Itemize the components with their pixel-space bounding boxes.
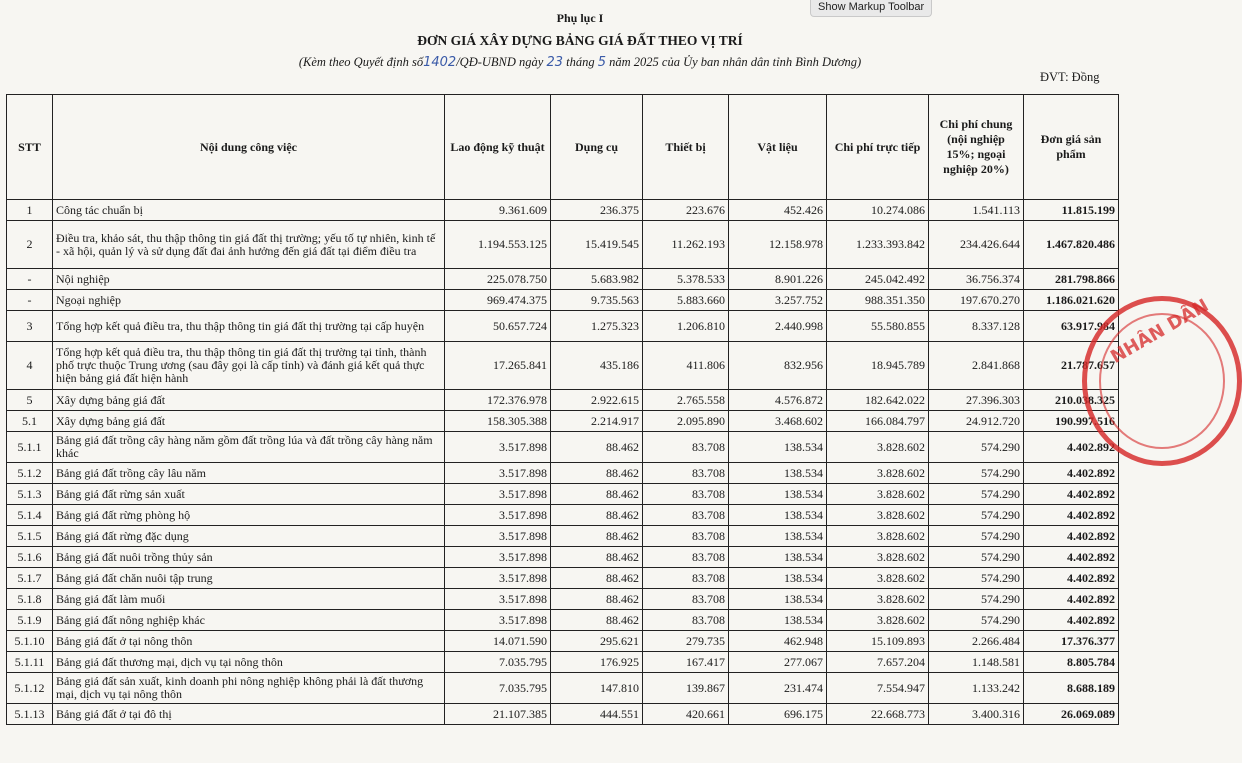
row-stt: - bbox=[7, 290, 53, 311]
row-materials: 138.534 bbox=[729, 547, 827, 568]
row-labor: 3.517.898 bbox=[445, 589, 551, 610]
table-row bbox=[7, 311, 1119, 342]
row-tools: 88.462 bbox=[551, 568, 643, 589]
row-overhead: 3.400.316 bbox=[929, 704, 1024, 725]
row-direct-cost: 55.580.855 bbox=[827, 311, 929, 342]
row-tools: 295.621 bbox=[551, 631, 643, 652]
row-tools: 15.419.545 bbox=[551, 221, 643, 269]
row-equipment: 83.708 bbox=[643, 463, 729, 484]
table-row bbox=[7, 484, 1119, 505]
row-equipment: 420.661 bbox=[643, 704, 729, 725]
row-direct-cost: 1.233.393.842 bbox=[827, 221, 929, 269]
row-content: Công tác chuẩn bị bbox=[53, 200, 445, 221]
row-labor: 158.305.388 bbox=[445, 411, 551, 432]
row-tools: 1.275.323 bbox=[551, 311, 643, 342]
row-overhead: 574.290 bbox=[929, 589, 1024, 610]
row-materials: 138.534 bbox=[729, 463, 827, 484]
row-stt: 5 bbox=[7, 390, 53, 411]
row-stt: 5.1 bbox=[7, 411, 53, 432]
row-unit-price: 21.787.657 bbox=[1024, 342, 1119, 390]
header-overhead: Chi phí chung (nội nghiệp 15%; ngoại nghiệp 20%) bbox=[929, 95, 1024, 200]
subtitle-part1: (Kèm theo Quyết định số bbox=[298, 55, 424, 69]
row-labor: 3.517.898 bbox=[445, 505, 551, 526]
row-stt: 5.1.2 bbox=[7, 463, 53, 484]
row-labor: 225.078.750 bbox=[445, 269, 551, 290]
header-stt: STT bbox=[7, 95, 53, 200]
row-labor: 3.517.898 bbox=[445, 463, 551, 484]
document-subtitle bbox=[0, 55, 1160, 70]
table-row bbox=[7, 547, 1119, 568]
row-overhead: 2.266.484 bbox=[929, 631, 1024, 652]
row-content: Bảng giá đất trồng cây hàng năm gồm đất trồng lúa và đất trồng cây hàng năm khác bbox=[53, 432, 445, 463]
row-materials: 452.426 bbox=[729, 200, 827, 221]
decision-number: 1402 bbox=[423, 55, 457, 70]
row-materials: 3.468.602 bbox=[729, 411, 827, 432]
row-content: Điều tra, khảo sát, thu thập thông tin giá đất thị trường; yếu tố tự nhiên, kinh tế - xã hội, quản lý và sử dụng đất đai ảnh hưởng đến giá đất tại điểm điều tra bbox=[53, 221, 445, 269]
table-row bbox=[7, 390, 1119, 411]
row-unit-price: 4.402.892 bbox=[1024, 505, 1119, 526]
row-content: Xây dựng bảng giá đất bbox=[53, 411, 445, 432]
decision-month: 5 bbox=[597, 55, 607, 70]
row-direct-cost: 3.828.602 bbox=[827, 505, 929, 526]
row-materials: 3.257.752 bbox=[729, 290, 827, 311]
row-tools: 88.462 bbox=[551, 484, 643, 505]
row-unit-price: 26.069.089 bbox=[1024, 704, 1119, 725]
row-equipment: 1.206.810 bbox=[643, 311, 729, 342]
row-unit-price: 1.186.021.620 bbox=[1024, 290, 1119, 311]
row-unit-price: 4.402.892 bbox=[1024, 432, 1119, 463]
header-content: Nội dung công việc bbox=[53, 95, 445, 200]
table-row bbox=[7, 463, 1119, 484]
row-materials: 138.534 bbox=[729, 526, 827, 547]
row-unit-price: 4.402.892 bbox=[1024, 526, 1119, 547]
row-stt: 1 bbox=[7, 200, 53, 221]
row-tools: 435.186 bbox=[551, 342, 643, 390]
row-direct-cost: 182.642.022 bbox=[827, 390, 929, 411]
row-stt: 5.1.4 bbox=[7, 505, 53, 526]
header-direct-cost: Chi phí trực tiếp bbox=[827, 95, 929, 200]
table-row bbox=[7, 589, 1119, 610]
table-row bbox=[7, 610, 1119, 631]
row-equipment: 83.708 bbox=[643, 432, 729, 463]
row-unit-price: 4.402.892 bbox=[1024, 547, 1119, 568]
row-direct-cost: 18.945.789 bbox=[827, 342, 929, 390]
header-equipment: Thiết bị bbox=[643, 95, 729, 200]
row-direct-cost: 3.828.602 bbox=[827, 526, 929, 547]
row-labor: 17.265.841 bbox=[445, 342, 551, 390]
row-tools: 88.462 bbox=[551, 432, 643, 463]
row-labor: 969.474.375 bbox=[445, 290, 551, 311]
table-row bbox=[7, 432, 1119, 463]
row-direct-cost: 3.828.602 bbox=[827, 610, 929, 631]
row-overhead: 24.912.720 bbox=[929, 411, 1024, 432]
row-labor: 3.517.898 bbox=[445, 610, 551, 631]
row-equipment: 223.676 bbox=[643, 200, 729, 221]
table-row bbox=[7, 411, 1119, 432]
row-equipment: 279.735 bbox=[643, 631, 729, 652]
row-materials: 138.534 bbox=[729, 505, 827, 526]
row-materials: 4.576.872 bbox=[729, 390, 827, 411]
row-unit-price: 4.402.892 bbox=[1024, 589, 1119, 610]
row-labor: 50.657.724 bbox=[445, 311, 551, 342]
row-equipment: 83.708 bbox=[643, 610, 729, 631]
row-overhead: 574.290 bbox=[929, 484, 1024, 505]
table-row bbox=[7, 704, 1119, 725]
row-unit-price: 1.467.820.486 bbox=[1024, 221, 1119, 269]
row-overhead: 574.290 bbox=[929, 463, 1024, 484]
row-tools: 2.214.917 bbox=[551, 411, 643, 432]
row-overhead: 574.290 bbox=[929, 547, 1024, 568]
table-row bbox=[7, 269, 1119, 290]
table-row bbox=[7, 526, 1119, 547]
row-overhead: 197.670.270 bbox=[929, 290, 1024, 311]
table-row bbox=[7, 290, 1119, 311]
row-content: Ngoại nghiệp bbox=[53, 290, 445, 311]
currency-unit: ĐVT: Đồng bbox=[1040, 70, 1100, 84]
row-labor: 172.376.978 bbox=[445, 390, 551, 411]
row-content: Bảng giá đất trồng cây lâu năm bbox=[53, 463, 445, 484]
row-unit-price: 281.798.866 bbox=[1024, 269, 1119, 290]
row-unit-price: 4.402.892 bbox=[1024, 484, 1119, 505]
row-tools: 88.462 bbox=[551, 505, 643, 526]
row-content: Bảng giá đất nông nghiệp khác bbox=[53, 610, 445, 631]
row-unit-price: 4.402.892 bbox=[1024, 568, 1119, 589]
row-equipment: 5.378.533 bbox=[643, 269, 729, 290]
row-content: Xây dựng bảng giá đất bbox=[53, 390, 445, 411]
row-materials: 832.956 bbox=[729, 342, 827, 390]
row-overhead: 574.290 bbox=[929, 568, 1024, 589]
row-stt: 5.1.13 bbox=[7, 704, 53, 725]
header-tools: Dụng cụ bbox=[551, 95, 643, 200]
row-stt: 5.1.3 bbox=[7, 484, 53, 505]
row-labor: 1.194.553.125 bbox=[445, 221, 551, 269]
row-materials: 462.948 bbox=[729, 631, 827, 652]
row-materials: 8.901.226 bbox=[729, 269, 827, 290]
row-stt: 5.1.7 bbox=[7, 568, 53, 589]
row-tools: 9.735.563 bbox=[551, 290, 643, 311]
row-content: Bảng giá đất rừng phòng hộ bbox=[53, 505, 445, 526]
row-content: Bảng giá đất sản xuất, kinh doanh phi nông nghiệp không phải là đất thương mại, dịch vụ tại nông thôn bbox=[53, 673, 445, 704]
row-materials: 277.067 bbox=[729, 652, 827, 673]
header-unit-price: Đơn giá sản phẩm bbox=[1024, 95, 1119, 200]
row-materials: 696.175 bbox=[729, 704, 827, 725]
row-content: Bảng giá đất rừng đặc dụng bbox=[53, 526, 445, 547]
row-materials: 138.534 bbox=[729, 589, 827, 610]
row-content: Bảng giá đất ở tại nông thôn bbox=[53, 631, 445, 652]
row-equipment: 2.765.558 bbox=[643, 390, 729, 411]
row-stt: 3 bbox=[7, 311, 53, 342]
row-tools: 88.462 bbox=[551, 547, 643, 568]
row-overhead: 8.337.128 bbox=[929, 311, 1024, 342]
row-labor: 14.071.590 bbox=[445, 631, 551, 652]
row-overhead: 1.133.242 bbox=[929, 673, 1024, 704]
row-materials: 12.158.978 bbox=[729, 221, 827, 269]
table-body bbox=[7, 200, 1119, 725]
row-unit-price: 210.038.325 bbox=[1024, 390, 1119, 411]
table-row bbox=[7, 631, 1119, 652]
row-labor: 9.361.609 bbox=[445, 200, 551, 221]
row-labor: 3.517.898 bbox=[445, 568, 551, 589]
row-equipment: 167.417 bbox=[643, 652, 729, 673]
price-table bbox=[6, 94, 1119, 725]
row-equipment: 83.708 bbox=[643, 505, 729, 526]
row-unit-price: 190.997.516 bbox=[1024, 411, 1119, 432]
row-stt: - bbox=[7, 269, 53, 290]
row-tools: 444.551 bbox=[551, 704, 643, 725]
row-materials: 2.440.998 bbox=[729, 311, 827, 342]
row-direct-cost: 10.274.086 bbox=[827, 200, 929, 221]
table-row bbox=[7, 200, 1119, 221]
table-row bbox=[7, 652, 1119, 673]
document-title: ĐƠN GIÁ XÂY DỰNG BẢNG GIÁ ĐẤT THEO VỊ TRÍ bbox=[417, 33, 743, 48]
row-unit-price: 4.402.892 bbox=[1024, 610, 1119, 631]
row-content: Bảng giá đất rừng sản xuất bbox=[53, 484, 445, 505]
row-overhead: 574.290 bbox=[929, 432, 1024, 463]
table-row bbox=[7, 221, 1119, 269]
row-direct-cost: 3.828.602 bbox=[827, 484, 929, 505]
row-content: Bảng giá đất chăn nuôi tập trung bbox=[53, 568, 445, 589]
row-direct-cost: 245.042.492 bbox=[827, 269, 929, 290]
row-labor: 21.107.385 bbox=[445, 704, 551, 725]
row-stt: 5.1.6 bbox=[7, 547, 53, 568]
row-equipment: 2.095.890 bbox=[643, 411, 729, 432]
subtitle-part3: tháng bbox=[566, 55, 595, 69]
row-direct-cost: 3.828.602 bbox=[827, 589, 929, 610]
row-stt: 4 bbox=[7, 342, 53, 390]
row-direct-cost: 3.828.602 bbox=[827, 568, 929, 589]
row-direct-cost: 988.351.350 bbox=[827, 290, 929, 311]
row-tools: 5.683.982 bbox=[551, 269, 643, 290]
row-tools: 88.462 bbox=[551, 610, 643, 631]
show-markup-toolbar-button[interactable]: Show Markup Toolbar bbox=[810, 0, 932, 17]
row-stt: 2 bbox=[7, 221, 53, 269]
row-content: Bảng giá đất làm muối bbox=[53, 589, 445, 610]
row-labor: 3.517.898 bbox=[445, 484, 551, 505]
row-labor: 7.035.795 bbox=[445, 673, 551, 704]
row-tools: 236.375 bbox=[551, 200, 643, 221]
row-stt: 5.1.5 bbox=[7, 526, 53, 547]
row-overhead: 1.148.581 bbox=[929, 652, 1024, 673]
row-content: Tổng hợp kết quả điều tra, thu thập thông tin giá đất thị trường tại cấp huyện bbox=[53, 311, 445, 342]
row-stt: 5.1.8 bbox=[7, 589, 53, 610]
row-labor: 3.517.898 bbox=[445, 526, 551, 547]
row-tools: 88.462 bbox=[551, 463, 643, 484]
row-materials: 138.534 bbox=[729, 432, 827, 463]
row-equipment: 83.708 bbox=[643, 484, 729, 505]
row-materials: 138.534 bbox=[729, 568, 827, 589]
seal-text: NHÂN DÂN bbox=[1107, 295, 1213, 368]
row-direct-cost: 3.828.602 bbox=[827, 547, 929, 568]
row-direct-cost: 166.084.797 bbox=[827, 411, 929, 432]
row-content: Bảng giá đất thương mại, dịch vụ tại nông thôn bbox=[53, 652, 445, 673]
table-row bbox=[7, 568, 1119, 589]
row-equipment: 83.708 bbox=[643, 568, 729, 589]
row-equipment: 83.708 bbox=[643, 589, 729, 610]
row-labor: 3.517.898 bbox=[445, 432, 551, 463]
row-direct-cost: 3.828.602 bbox=[827, 463, 929, 484]
row-overhead: 1.541.113 bbox=[929, 200, 1024, 221]
row-direct-cost: 7.554.947 bbox=[827, 673, 929, 704]
row-overhead: 2.841.868 bbox=[929, 342, 1024, 390]
table-row bbox=[7, 673, 1119, 704]
row-unit-price: 8.805.784 bbox=[1024, 652, 1119, 673]
row-overhead: 574.290 bbox=[929, 505, 1024, 526]
row-unit-price: 63.917.984 bbox=[1024, 311, 1119, 342]
row-materials: 231.474 bbox=[729, 673, 827, 704]
row-equipment: 5.883.660 bbox=[643, 290, 729, 311]
row-stt: 5.1.1 bbox=[7, 432, 53, 463]
table-header-row bbox=[7, 95, 1119, 200]
row-overhead: 574.290 bbox=[929, 526, 1024, 547]
header-labor: Lao động kỹ thuật bbox=[445, 95, 551, 200]
row-stt: 5.1.12 bbox=[7, 673, 53, 704]
table-row bbox=[7, 505, 1119, 526]
row-content: Tổng hợp kết quả điều tra, thu thập thông tin giá đất thị trường tại tỉnh, thành phố trực thuộc Trung ương (sau đây gọi là cấp tỉnh) và đánh giá kết quả thực hiện bảng giá đất hiện hành bbox=[53, 342, 445, 390]
row-labor: 7.035.795 bbox=[445, 652, 551, 673]
row-overhead: 234.426.644 bbox=[929, 221, 1024, 269]
row-stt: 5.1.10 bbox=[7, 631, 53, 652]
subtitle-part4: năm 2025 của Ủy ban nhân dân tỉnh Bình Dương) bbox=[609, 55, 862, 69]
row-direct-cost: 22.668.773 bbox=[827, 704, 929, 725]
row-unit-price: 11.815.199 bbox=[1024, 200, 1119, 221]
row-equipment: 83.708 bbox=[643, 526, 729, 547]
row-labor: 3.517.898 bbox=[445, 547, 551, 568]
row-equipment: 11.262.193 bbox=[643, 221, 729, 269]
row-unit-price: 4.402.892 bbox=[1024, 463, 1119, 484]
appendix-label: Phụ lục I bbox=[556, 11, 604, 25]
row-equipment: 411.806 bbox=[643, 342, 729, 390]
row-tools: 2.922.615 bbox=[551, 390, 643, 411]
header-materials: Vật liệu bbox=[729, 95, 827, 200]
table-row bbox=[7, 342, 1119, 390]
row-tools: 88.462 bbox=[551, 526, 643, 547]
row-overhead: 574.290 bbox=[929, 610, 1024, 631]
row-overhead: 27.396.303 bbox=[929, 390, 1024, 411]
row-content: Nội nghiệp bbox=[53, 269, 445, 290]
row-direct-cost: 7.657.204 bbox=[827, 652, 929, 673]
row-stt: 5.1.9 bbox=[7, 610, 53, 631]
row-direct-cost: 15.109.893 bbox=[827, 631, 929, 652]
row-equipment: 83.708 bbox=[643, 547, 729, 568]
row-tools: 88.462 bbox=[551, 589, 643, 610]
row-overhead: 36.756.374 bbox=[929, 269, 1024, 290]
row-stt: 5.1.11 bbox=[7, 652, 53, 673]
row-tools: 176.925 bbox=[551, 652, 643, 673]
row-content: Bảng giá đất ở tại đô thị bbox=[53, 704, 445, 725]
row-unit-price: 8.688.189 bbox=[1024, 673, 1119, 704]
row-unit-price: 17.376.377 bbox=[1024, 631, 1119, 652]
row-equipment: 139.867 bbox=[643, 673, 729, 704]
decision-day: 23 bbox=[546, 55, 564, 70]
row-direct-cost: 3.828.602 bbox=[827, 432, 929, 463]
row-tools: 147.810 bbox=[551, 673, 643, 704]
row-content: Bảng giá đất nuôi trồng thủy sản bbox=[53, 547, 445, 568]
subtitle-part2: /QĐ-UBND ngày bbox=[456, 55, 544, 69]
row-materials: 138.534 bbox=[729, 610, 827, 631]
row-materials: 138.534 bbox=[729, 484, 827, 505]
